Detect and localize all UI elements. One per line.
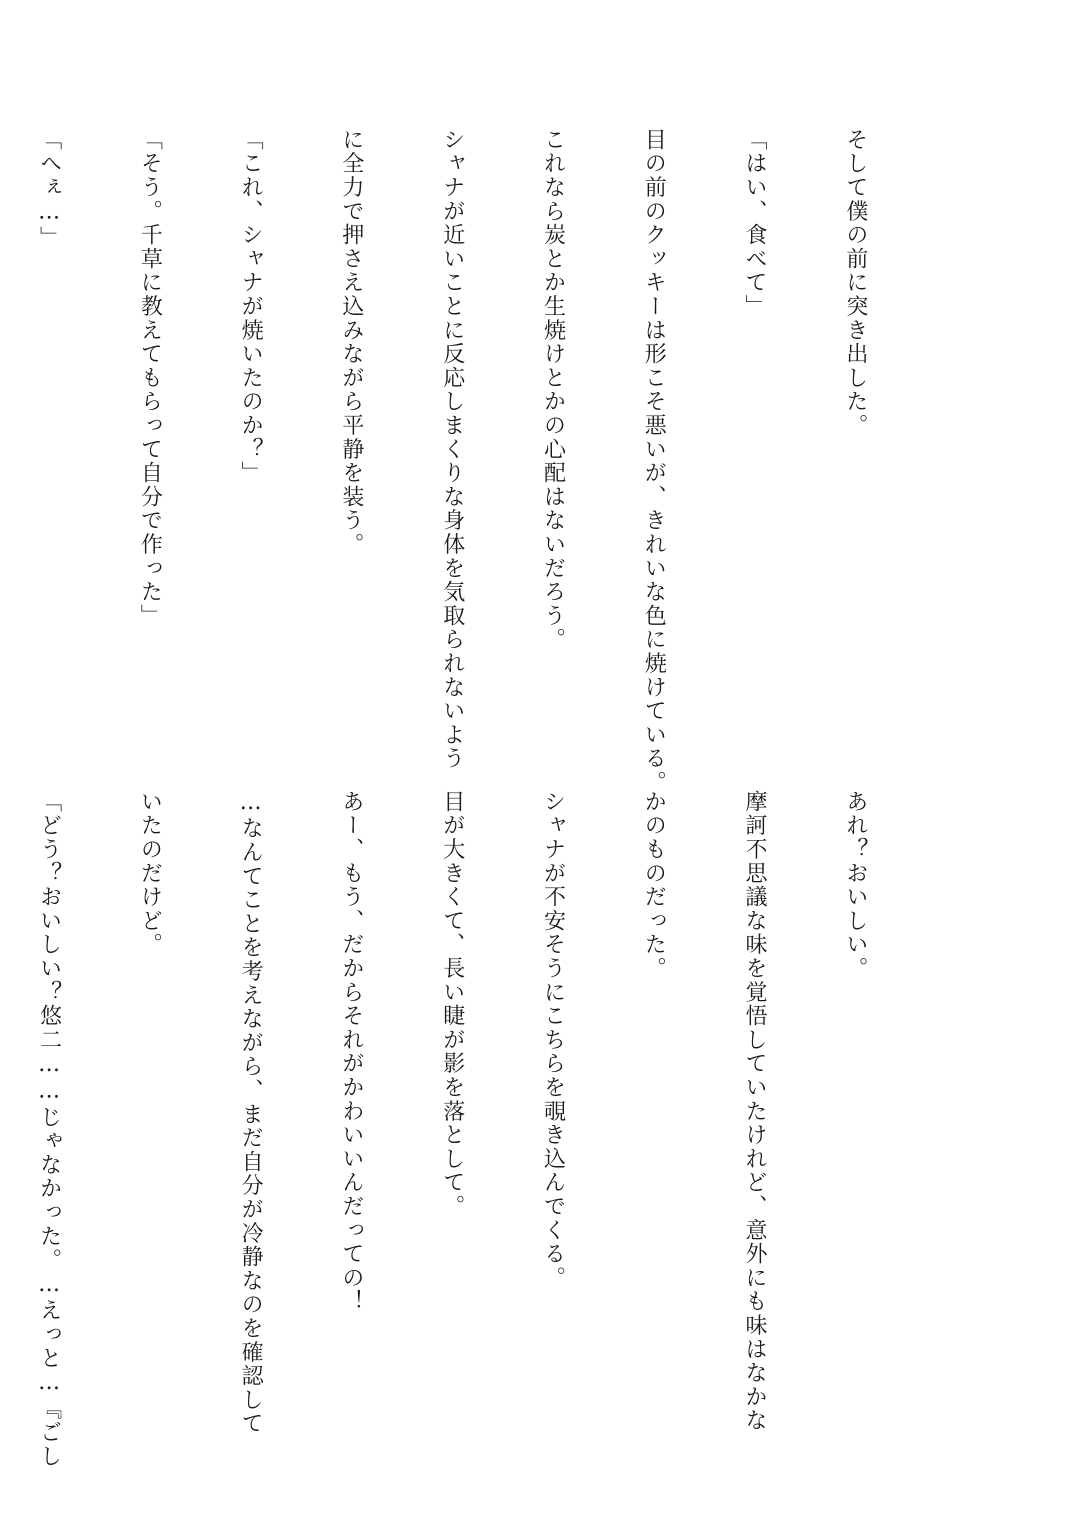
text-line: 「これ、シャナが焼いたのか？」 xyxy=(238,128,264,485)
text-line: これなら炭とか生焼けとかの心配はないだろう。 xyxy=(540,128,566,652)
text-line: …なんてことを考えながら、まだ自分が冷静なのを確認して xyxy=(238,790,264,1436)
text-line: あれ？おいしい。 xyxy=(842,790,868,981)
text-line: あー、もう、だからそれがかわいいんだっての！ xyxy=(338,790,364,1314)
text-line: シャナが近いことに反応しまくりな身体を気取られないよう xyxy=(439,128,465,771)
text-line: かのものだった。 xyxy=(641,790,667,981)
text-line: に全力で押さえ込みながら平静を装う。 xyxy=(338,128,364,557)
text-line: 目の前のクッキーは形こそ悪いが、きれいな色に焼けている。 xyxy=(641,128,667,795)
text-line: 摩訶不思議な味を覚悟していたけれど、意外にも味はなかな xyxy=(742,790,768,1433)
text-line: 「はい、食べて」 xyxy=(742,128,768,319)
text-column-bottom xyxy=(36,790,939,1469)
text-line: 「へぇ…」 xyxy=(36,128,62,250)
text-line: 「どう？おいしい？悠二……じゃなかった。…えっと…『ごし xyxy=(36,790,62,1469)
text-line: いたのだけど。 xyxy=(137,790,163,957)
text-line: 目が大きくて、長い睫が影を落として。 xyxy=(439,790,465,1219)
text-line: シャナが不安そうにこちらを覗き込んでくる。 xyxy=(540,790,566,1290)
text-line: 「そう。千草に教えてもらって自分で作った」 xyxy=(137,128,163,628)
text-line: そして僕の前に突き出した。 xyxy=(842,128,868,438)
text-column-top xyxy=(36,128,939,795)
